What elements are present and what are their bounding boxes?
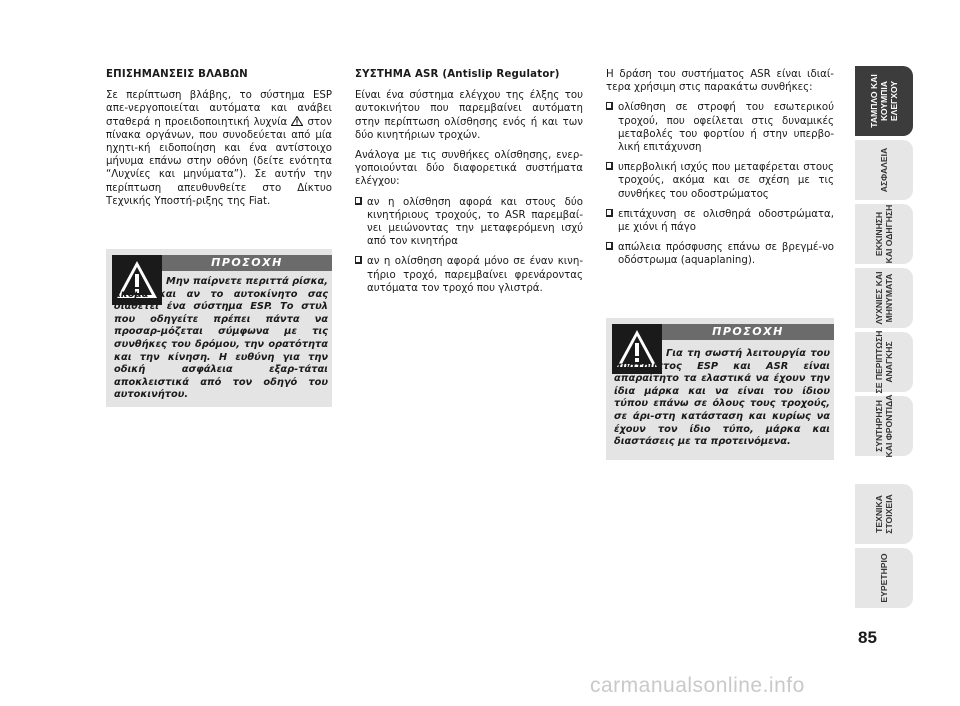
tab-dashboard-controls[interactable]: [855, 66, 913, 136]
conditions-list-item: [606, 161, 834, 201]
asr-paragraph-1: Είναι ένα σύστημα ελέγχου της έλξης του αυτοκινήτου που παρεμβαίνει αυτόματη στην περίπτωση ολίσθησης ενός ή και των δύο κινητήριων τροχών.: [355, 90, 583, 141]
tab-label: ΑΣΦΑΛΕΙΑ: [879, 147, 889, 193]
tab-label: ΕΥΡΕΤΗΡΙΟ: [879, 553, 889, 603]
checkbox-icon: [355, 256, 362, 264]
tab-label: ΛΥΧΝΙΕΣ ΚΑΙ ΜΗΝΥΜΑΤΑ: [874, 271, 894, 325]
conditions-list-item: [606, 241, 834, 267]
left-column: [106, 68, 332, 215]
checkbox-icon: [606, 102, 613, 110]
checkbox-icon: [606, 242, 613, 250]
tab-emergency[interactable]: [855, 332, 913, 392]
right-column: [606, 68, 834, 275]
warning-title-left: ΠΡΟΣΟΧΗ: [162, 255, 332, 271]
tab-index[interactable]: [855, 548, 913, 608]
tab-label: ΕΚΚΙΝΗΣΗ ΚΑΙ ΟΔΗΓΗΣΗ: [874, 204, 894, 264]
warning-title-right: ΠΡΟΣΟΧΗ: [662, 324, 834, 340]
conditions-list-item-text: επιτάχυνση σε ολισθηρά οδοστρώματα, με χιόνι ή πάγο: [618, 208, 834, 234]
watermark: carmanualsonline.info: [590, 674, 805, 697]
fault-heading: ΕΠΙΣΗΜΑΝΣΕΙΣ ΒΛΑΒΩΝ: [106, 69, 248, 80]
conditions-list-item-text: υπερβολική ισχύς που μεταφέρεται στους τροχούς, ακόμα και σε σχέση με τις συνθήκες του οδοστρώματος: [618, 162, 834, 200]
asr-list-item-text: αν η ολίσθηση αφορά και στους δύο κινητήριους τροχούς, το ASR παρεμβαί-νει μειώνοντας την μεταφερόμενη ισχύ από τον κινητήρα: [367, 196, 583, 248]
fault-text-b: στον πίνακα οργάνων, που συνοδεύεται από μία ηχητι-κή ειδοποίηση και ένα αντίστοιχο μήνυμα επάνω στην οθόνη (δείτε ενότητα “Λυχνίες και μηνύματα”). Σε αυτήν την περίπτωση απευθυνθείτε στο Δίκτυο Τεχνικής Υποστή-ριξης της Fiat.: [106, 116, 332, 207]
conditions-list-item: [606, 208, 834, 234]
conditions-paragraph: Η δράση του συστήματος ASR είναι ιδιαί-τερα χρήσιμη στις παρακάτω συνθήκες:: [606, 69, 834, 94]
tab-technical-data[interactable]: [855, 484, 913, 544]
tab-safety[interactable]: [855, 140, 913, 200]
warning-lamp-icon: [291, 116, 303, 126]
tab-label: ΤΕΧΝΙΚΑ ΣΤΟΙΧΕΙΑ: [874, 494, 894, 534]
conditions-list-item-text: απώλεια πρόσφυσης επάνω σε βρεγμέ-νο οδόστρωμα (aquaplaning).: [618, 242, 834, 267]
middle-column: [355, 68, 583, 302]
warning-box-left: [106, 249, 332, 407]
asr-list-item: [355, 196, 583, 249]
page-number: 85: [858, 628, 877, 647]
tab-label: ΤΑΜΠΛΟ ΚΑΙ ΚΟΥΜΠΙΑ ΕΛΕΓΧΟΥ: [869, 74, 899, 128]
tab-label: ΣΥΝΤΗΡΗΣΗ ΚΑΙ ΦΡΟΝΤΙΔΑ: [874, 394, 894, 458]
tab-lamps-messages[interactable]: [855, 268, 913, 328]
fault-text-a: Σε περίπτωση βλάβης, το σύστημα ESP απε-νεργοποιείται αυτόματα και ανάβει σταθερά η προειδοποιητική λυχνία: [106, 90, 332, 128]
asr-heading: ΣΥΣΤΗΜΑ ASR (Antislip Regulator): [355, 69, 560, 80]
checkbox-icon: [355, 197, 362, 205]
tab-starting-driving[interactable]: [855, 204, 913, 264]
asr-list-item-text: αν η ολίσθηση αφορά μόνο σε έναν κινη-τήριο τροχό, παρεμβαίνει φρενάροντας αυτόματα τον τροχό που γλιστρά.: [367, 256, 583, 294]
asr-paragraph-2: Ανάλογα με τις συνθήκες ολίσθησης, ενερ-γοποιούνται δύο διαφορετικά συστήματα ελέγχου:: [355, 150, 583, 188]
warning-box-right: [606, 318, 834, 460]
checkbox-icon: [606, 209, 613, 217]
checkbox-icon: [606, 162, 613, 170]
tab-maintenance-care[interactable]: [855, 396, 913, 456]
asr-list-item: [355, 255, 583, 295]
conditions-list-item-text: ολίσθηση σε στροφή του εσωτερικού τροχού, που οφείλεται στις δυναμικές μεταβολές του φορτίου ή στην υπερβο-λική επιτάχυνση: [618, 102, 834, 154]
conditions-list-item: [606, 101, 834, 154]
tab-label: ΣΕ ΠΕΡΙΠΤΩΣΗ ΑΝΑΓΚΗΣ: [874, 330, 894, 394]
warning-text-left: Μην παίρνετε περιττά ρίσκα, ακόμα και αν το αυτοκίνητο σας διαθέτει ένα σύστημα ESP. Το στυλ που οδηγείτε πρέπει πάντα να προσαρ-μόζεται σύμφωνα με τις συνθήκες του δρόμου, την ορατότητα και την κίνηση. Η ευθύνη για την οδική ασφάλεια εξαρ-τάται αποκλειστικά από τον οδηγό του αυτοκινήτου.: [114, 276, 328, 401]
warning-text-right: Για τη σωστή λειτουργία του συστήματος ESP και ASR είναι απαραίτητο τα ελαστικά να έχουν την ίδια μάρκα και να είναι του ίδιου τύπου επάνω σε όλους τους τροχούς, σε άρι-στη κατάσταση και κυρίως να έχουν τον ίδιο τύπο, μάρκα και διαστάσεις με τα προτεινόμενα.: [614, 348, 830, 448]
fault-paragraph: [106, 89, 332, 208]
